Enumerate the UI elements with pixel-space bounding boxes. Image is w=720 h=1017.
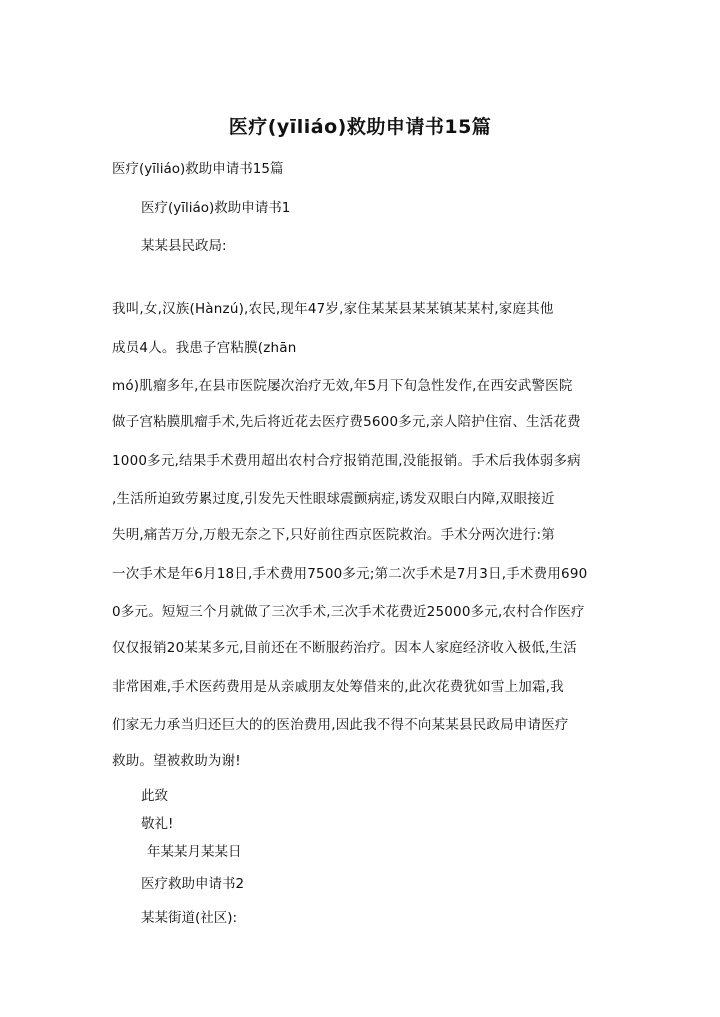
body-line: 1000多元,结果手术费用超出农村合疗报销范围,没能报销。手术后我体弱多病: [112, 453, 581, 469]
body-line: ,生活所迫致劳累过度,引发先天性眼球震颤病症,诱发双眼白内障,双眼接近: [112, 491, 555, 507]
date-line: 年某某月某某日: [147, 844, 242, 860]
closing-salutation: 此致: [141, 788, 168, 804]
document-subtitle: 医疗(yīliáo)救助申请书15篇: [112, 161, 284, 177]
body-line: 非常困难,手术医药费用是从亲戚朋友处筹借来的,此次花费犹如雪上加霜,我: [112, 679, 564, 695]
body-line: 成员4人。我患子宫粘膜(zhān: [112, 340, 297, 356]
body-line: 们家无力承当归还巨大的的医治费用,因此我不得不向某某县民政局申请医疗: [112, 717, 569, 733]
body-line: 救助。望被救助为谢!: [112, 753, 241, 769]
document-title: 医疗(yīliáo)救助申请书15篇: [228, 116, 492, 138]
body-line: 0多元。短短三个月就做了三次手术,三次手术花费近25000多元,农村合作医疗: [112, 604, 585, 620]
section1-addressee: 某某县民政局:: [141, 238, 227, 254]
body-line: 失明,痛苦万分,万般无奈之下,只好前往西京医院救治。手术分两次进行:第: [112, 527, 555, 543]
body-line: mó)肌瘤多年,在县市医院屡次治疗无效,年5月下旬急性发作,在西安武警医院: [112, 378, 573, 394]
body-line: 我叫,女,汉族(Hànzú),农民,现年47岁,家住某某县某某镇某某村,家庭其他: [112, 301, 554, 317]
closing-regards: 敬礼!: [141, 816, 174, 832]
section2-heading: 医疗救助申请书2: [141, 876, 245, 892]
section2-addressee: 某某街道(社区):: [141, 910, 238, 926]
body-line: 做子宫粘膜肌瘤手术,先后将近花去医疗费5600多元,亲人陪护住宿、生活花费: [112, 414, 581, 430]
section1-heading: 医疗(yīliáo)救助申请书1: [141, 200, 291, 216]
body-line: 仅仅报销20某某多元,目前还在不断服药治疗。因本人家庭经济收入极低,生活: [112, 640, 577, 656]
body-line: 一次手术是年6月18日,手术费用7500多元;第二次手术是7月3日,手术费用690: [112, 566, 588, 582]
